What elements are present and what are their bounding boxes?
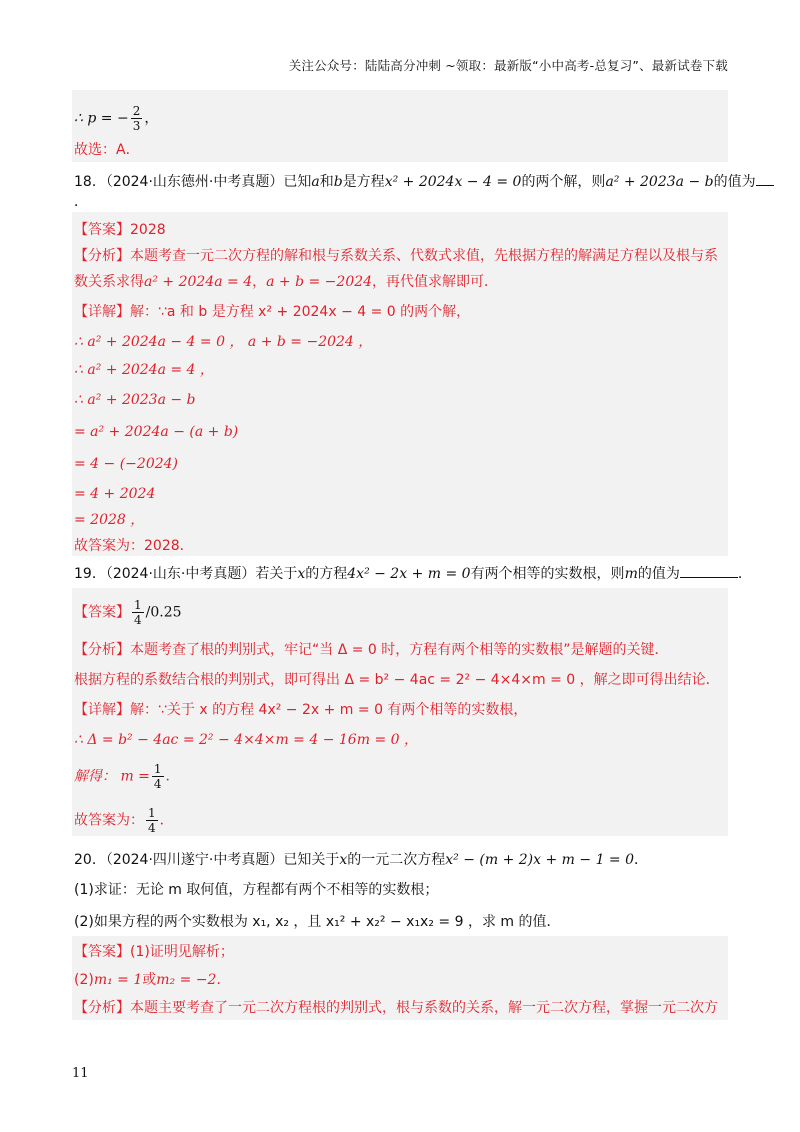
q19-answer: 【答案】 $\frac{1}{4}$ /0.25 bbox=[74, 598, 182, 627]
q18-detail-6: = 4 − (−2024) bbox=[74, 456, 179, 472]
q18-trail: ． bbox=[74, 194, 88, 210]
q20-part-1: (1)求证：无论 m 取何值，方程都有两个不相等的实数根； bbox=[74, 882, 439, 898]
q19-analysis-1: 【分析】本题考查了根的判别式，牢记“当 Δ = 0 时，方程有两个相等的实数根”是解题的关键． bbox=[74, 642, 669, 658]
q19-analysis-2: 根据方程的系数结合根的判别式，即可得出 Δ = b² − 4ac = 2² − 4×4×m = 0 ，解之即可得出结论． bbox=[74, 672, 720, 688]
q18-answer: 【答案】2028 bbox=[74, 222, 166, 238]
q18-detail-1: 【详解】解：∵a 和 b 是方程 x² + 2024x − 4 = 0 的两个解， bbox=[74, 304, 471, 320]
q19-detail-3: 解得： m = $\frac{1}{4}$ ． bbox=[74, 762, 180, 791]
page-number: 11 bbox=[72, 1066, 89, 1081]
answer-blank bbox=[680, 565, 738, 578]
q18-detail-3: ∴ a² + 2024a = 4 ， bbox=[74, 362, 214, 378]
q20-answer: 【答案】(1)证明见解析； bbox=[74, 944, 234, 960]
prev-p-line: ∴ p = − $\frac{2}{3}$ ， bbox=[74, 104, 159, 133]
q19-detail-1: 【详解】解：∵关于 x 的方程 4x² − 2x + m = 0 有两个相等的实数根， bbox=[74, 702, 528, 718]
q18-final: 故答案为：2028． bbox=[74, 538, 194, 554]
q20-answer-2: (2)m₁ = 1或m₂ = −2． bbox=[74, 972, 231, 988]
answer-blank bbox=[756, 173, 774, 186]
q19-detail-2: ∴ Δ = b² − 4ac = 2² − 4×4×m = 4 − 16m = 0 ， bbox=[74, 732, 418, 748]
q20-equation: x² − (m + 2)x + m − 1 = 0 bbox=[445, 852, 635, 868]
page-header: 关注公众号：陆陆高分冲刺 ~领取：最新版“小中高考-总复习”、最新试卷下载 bbox=[288, 58, 728, 73]
q19-equation: 4x² − 2x + m = 0 bbox=[347, 566, 471, 582]
q18-analysis-2: 数关系求得a² + 2024a = 4，a + b = −2024，再代值求解即可． bbox=[74, 274, 499, 290]
q18-detail-5: = a² + 2024a − (a + b) bbox=[74, 424, 239, 440]
prev-answer: 故选：A． bbox=[74, 142, 140, 158]
q18-detail-2: ∴ a² + 2024a − 4 = 0 ， a + b = −2024 ， bbox=[74, 334, 373, 350]
q20-stem: 20．（2024·四川遂宁·中考真题）已知关于x的一元二次方程x² − (m + 2)x + m − 1 = 0． bbox=[74, 852, 649, 868]
fraction: $\frac{1}{4}$ bbox=[153, 762, 162, 791]
q18-detail-7: = 4 + 2024 bbox=[74, 486, 156, 502]
q18-analysis-1: 【分析】本题考查一元二次方程的解和根与系数关系、代数式求值，先根据方程的解满足方程以及根与系 bbox=[74, 248, 718, 264]
q19-stem: 19．（2024·山东·中考真题）若关于x的方程4x² − 2x + m = 0有两个相等的实数根，则m的值为 ． bbox=[74, 566, 752, 582]
solution-box-prev bbox=[72, 90, 728, 162]
fraction: $\frac{1}{4}$ bbox=[148, 806, 156, 835]
q18-detail-4: ∴ a² + 2023a − b bbox=[74, 392, 196, 408]
q18-expression: a² + 2023a − b bbox=[605, 174, 714, 190]
fraction: $\frac{2}{3}$ bbox=[132, 104, 141, 133]
q20-analysis-1: 【分析】本题主要考查了一元二次方程根的判别式，根与系数的关系，解一元二次方程，掌握一元二次方 bbox=[74, 1000, 718, 1016]
q18-stem: 18．（2024·山东德州·中考真题）已知a和b是方程x² + 2024x − 4 = 0的两个解，则a² + 2023a − b的值为 bbox=[74, 172, 774, 192]
q19-final: 故答案为： $\frac{1}{4}$ ． bbox=[74, 806, 174, 835]
fraction: $\frac{1}{4}$ bbox=[134, 598, 142, 627]
q18-equation: x² + 2024x − 4 = 0 bbox=[384, 174, 522, 190]
q20-part-2: (2)如果方程的两个实数根为 x₁, x₂ ，且 x₁² + x₂² − x₁x₂ = 9 ，求 m 的值． bbox=[74, 914, 561, 930]
q18-detail-8: = 2028 ， bbox=[74, 512, 145, 528]
